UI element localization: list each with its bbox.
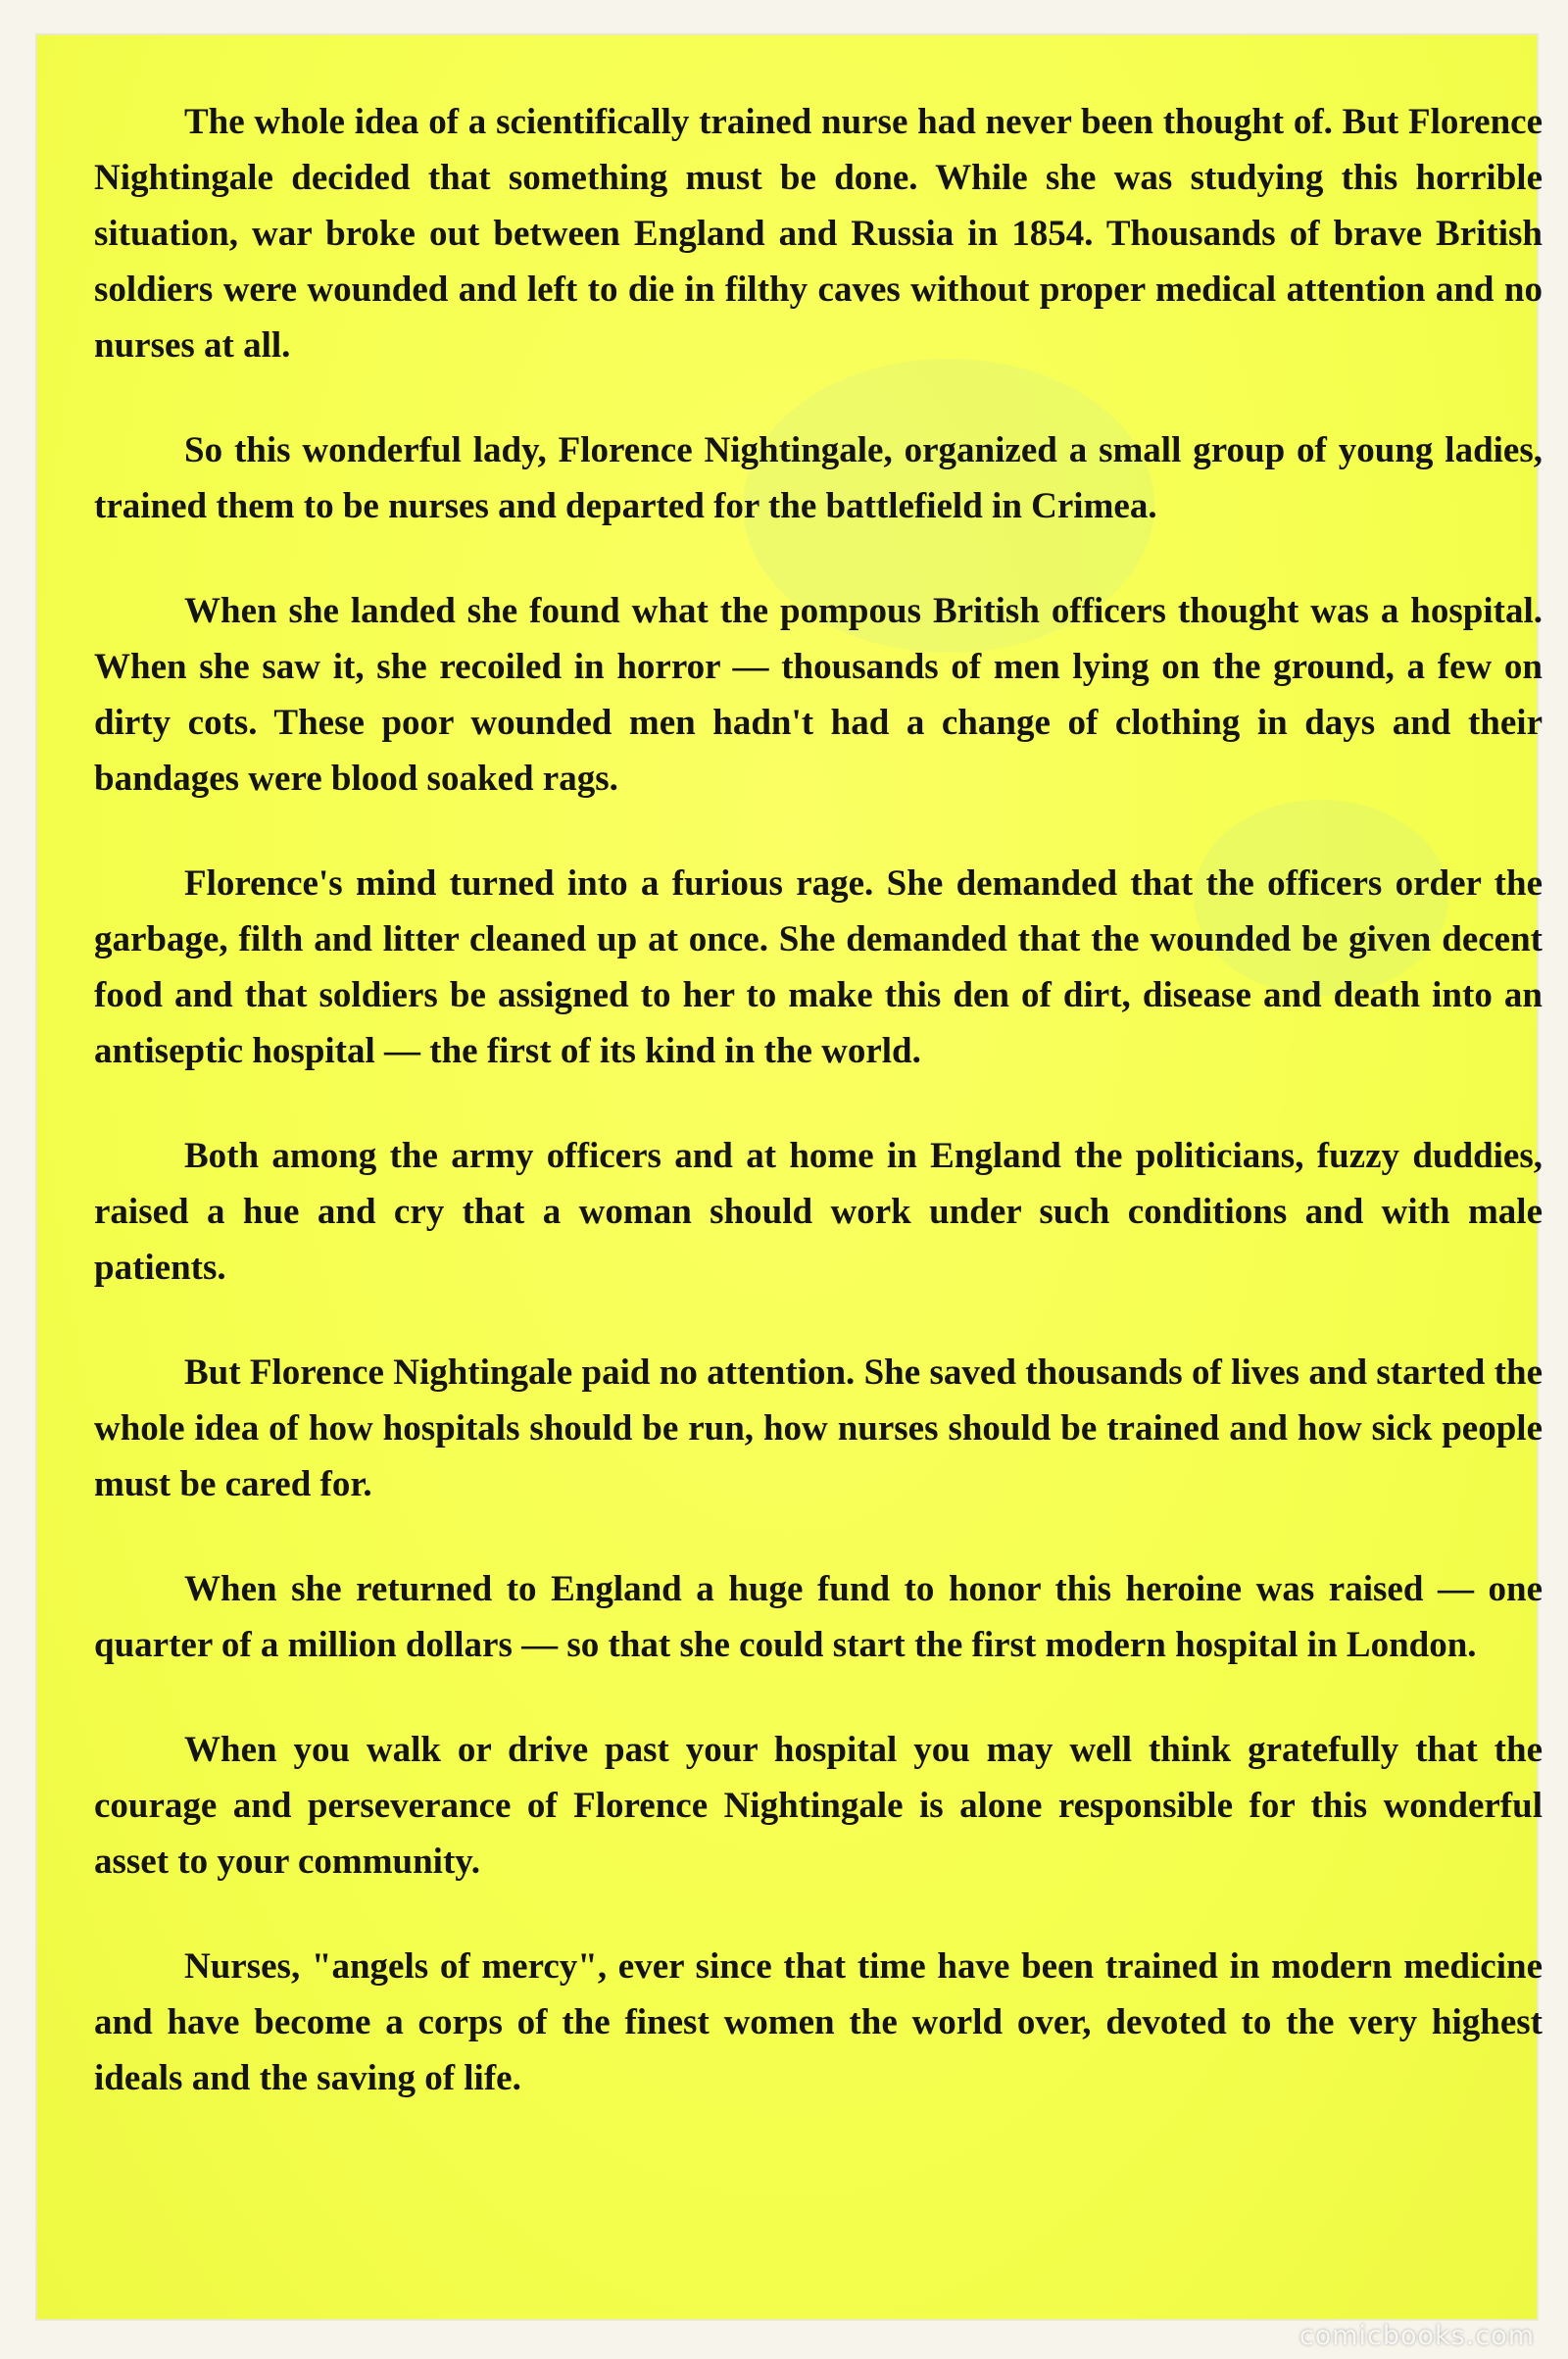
paragraph-4: Florence's mind turned into a furious rage. She demanded that the officers order the garbage, filth and litter cleaned up at once. She demanded that the wounded be given decent food and that soldiers be assigned to her to make this den of dirt, disease and death into an antiseptic hospital — the first of its kind in the world. [94,863,1543,1071]
paragraph-9: Nurses, "angels of mercy", ever since that time have been trained in modern medicine and have become a corps of the finest women the world over, devoted to the very highest ideals and the saving of life. [94,1946,1543,2098]
yellow-paper-page [37,35,1543,2319]
article-text [94,94,1543,2106]
paragraph-7: When she returned to England a huge fund to honor this heroine was raised — one quarter of a million dollars — so that she could start the first modern hospital in London. [94,1569,1543,1665]
paragraph-3: When she landed she found what the pompous British officers thought was a hospital. When she saw it, she recoiled in horror — thousands of men lying on the ground, a few on dirty cots. These poor wounded men hadn't had a change of clothing in days and their bandages were blood soaked rags. [94,591,1543,799]
site-watermark: comicbooks.com [1298,2321,1535,2351]
paragraph-5: Both among the army officers and at home in England the politicians, fuzzy duddies, raised a hue and cry that a woman should work under such conditions and with male patients. [94,1136,1543,1288]
paragraph-1: The whole idea of a scientifically trained nurse had never been thought of. But Florence Nightingale decided that something must be done. While she was studying this horrible situation, war broke out between England and Russia in 1854. Thousands of brave British soldiers were wounded and left to die in filthy caves without proper medical attention and no nurses at all. [94,102,1543,366]
paragraph-6: But Florence Nightingale paid no attention. She saved thousands of lives and started the whole idea of how hospitals should be run, how nurses should be trained and how sick people must be cared for. [94,1352,1543,1504]
paragraph-2: So this wonderful lady, Florence Nightingale, organized a small group of young ladies, trained them to be nurses and departed for the battlefield in Crimea. [94,430,1543,526]
paragraph-8: When you walk or drive past your hospital you may well think gratefully that the courage and perseverance of Florence Nightingale is alone responsible for this wonderful asset to your community. [94,1730,1543,1882]
